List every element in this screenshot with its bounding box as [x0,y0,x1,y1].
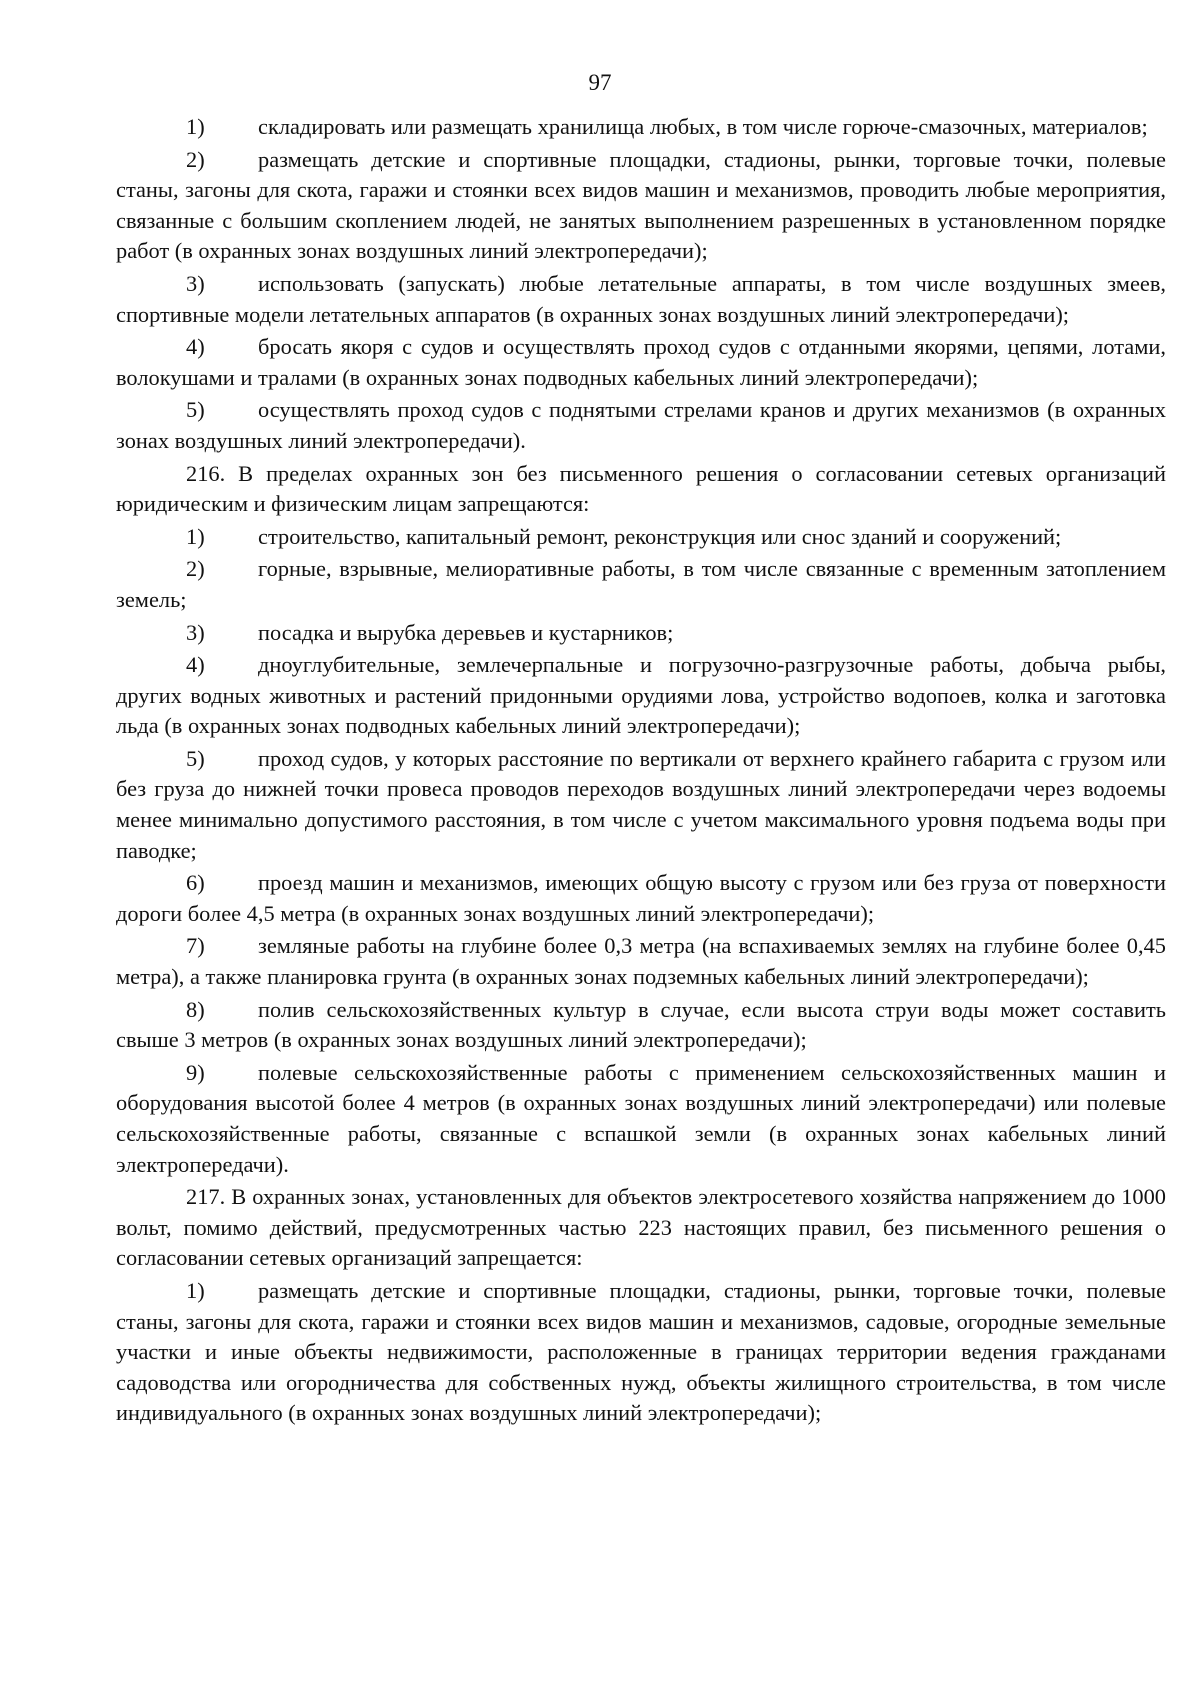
list-item-number: 2) [186,556,205,582]
list-item-text: посадка и вырубка деревьев и кустарников; [258,619,674,645]
page-number: 97 [588,70,612,95]
list-item [116,269,1166,330]
document-body [116,112,1166,1431]
list-item-text: размещать детские и спортивные площадки, стадионы, рынки, торговые точки, полевые станы, загоны для скота, гаражи и стоянки всех видов машин и механизмов, садовые, огородные земельные участки и иные объекты недвижимости, расположенные в границах территории ведения гражданами садоводства или огородничества для собственных нужд, объекты жилищного строительства, в том числе индивидуального (в охранных зонах воздушных линий электропередачи); [116,1277,1166,1426]
list-item-number: 6) [186,870,205,896]
list-item-text: строительство, капитальный ремонт, реконструкция или снос зданий и сооружений; [258,523,1062,549]
list-item-number: 1) [186,523,205,549]
list-section-c [116,1276,1166,1429]
clause-217: 217. В охранных зонах, установленных для объектов электросетевого хозяйства напряжением до 1000 вольт, помимо действий, предусмотренных частью 223 настоящих правил, без письменного решения о согласовании сетевых организаций запрещается: [116,1184,1166,1271]
list-item-number: 3) [186,270,205,296]
list-item-number: 4) [186,652,205,678]
list-item-text: складировать или размещать хранилища любых, в том числе горюче-смазочных, материалов; [258,114,1148,139]
list-item [116,1058,1166,1180]
list-item-text: земляные работы на глубине более 0,3 метра (на вспахиваемых землях на глубине более 0,45 метра), а также планировка грунта (в охранных зонах подземных кабельных линий электропередачи); [116,933,1166,990]
list-item-number: 8) [186,996,205,1022]
list-item-text: использовать (запускать) любые летательные аппараты, в том числе воздушных змеев, спортивные модели летательных аппаратов (в охранных зонах воздушных линий электропередачи); [116,270,1166,327]
list-item [116,650,1166,742]
list-item-text: полив сельскохозяйственных культур в случае, если высота струи воды может составить свыше 3 метров (в охранных зонах воздушных линий электропередачи); [116,996,1166,1053]
list-item-text: размещать детские и спортивные площадки, стадионы, рынки, торговые точки, полевые станы, загоны для скота, гаражи и стоянки всех видов машин и механизмов, проводить любые мероприятия, связанные с большим скоплением людей, не занятых выполнением разрешенных в установленном порядке работ (в охранных зонах воздушных линий электропередачи); [116,146,1166,264]
list-item-text: проезд машин и механизмов, имеющих общую высоту с грузом или без груза от поверхности дороги более 4,5 метра (в охранных зонах воздушных линий электропередачи); [116,870,1166,926]
list-item [116,1276,1166,1429]
list-item-text: дноуглубительные, землечерпальные и погрузочно-разгрузочные работы, добыча рыбы, других водных животных и растений придонными орудиями лова, устройство водопоев, колка и заготовка льда (в охранных зонах подводных кабельных линий электропередачи); [116,652,1166,739]
list-item-number: 3) [186,619,205,645]
list-item [116,395,1166,456]
list-item [116,112,1166,143]
list-section-a [116,112,1166,457]
list-item [116,145,1166,267]
list-item-text: горные, взрывные, мелиоративные работы, в том числе связанные с временным затоплением земель; [116,556,1166,612]
list-item-number: 5) [186,397,205,423]
list-item-number: 9) [186,1059,205,1085]
list-item-number: 7) [186,933,205,959]
list-item [116,522,1166,553]
list-item [116,744,1166,866]
clause-216: 216. В пределах охранных зон без письменного решения о согласовании сетевых организаций юридическим и физическим лицам запрещаются: [116,460,1166,517]
list-item [116,995,1166,1056]
list-item-text: полевые сельскохозяйственные работы с применением сельскохозяйственных машин и оборудования высотой более 4 метров (в охранных зонах воздушных линий электропередачи) или полевые сельскохозяйственные работы, связанные с вспашкой земли (в охранных зонах кабельных линий электропередачи). [116,1059,1166,1177]
list-item [116,554,1166,615]
list-item [116,618,1166,649]
list-item-text: проход судов, у которых расстояние по вертикали от верхнего крайнего габарита с грузом или без груза до нижней точки провеса проводов переходов воздушных линий электропередачи через водоемы менее минимально допустимого расстояния, в том числе с учетом максимального уровня подъема воды при паводке; [116,745,1166,863]
list-section-b [116,522,1166,1180]
list-item [116,931,1166,992]
list-item-text: бросать якоря с судов и осуществлять проход судов с отданными якорями, цепями, лотами, волокушами и тралами (в охранных зонах подводных кабельных линий электропередачи); [116,334,1166,390]
list-item-number: 4) [186,334,205,360]
list-item-number: 2) [186,146,205,172]
list-item-number: 1) [186,1277,205,1303]
list-item [116,868,1166,929]
list-item-text: осуществлять проход судов с поднятыми стрелами кранов и других механизмов (в охранных зонах воздушных линий электропередачи). [116,397,1166,453]
list-item-number: 5) [186,745,205,771]
list-item-number: 1) [186,114,205,139]
list-item [116,332,1166,393]
